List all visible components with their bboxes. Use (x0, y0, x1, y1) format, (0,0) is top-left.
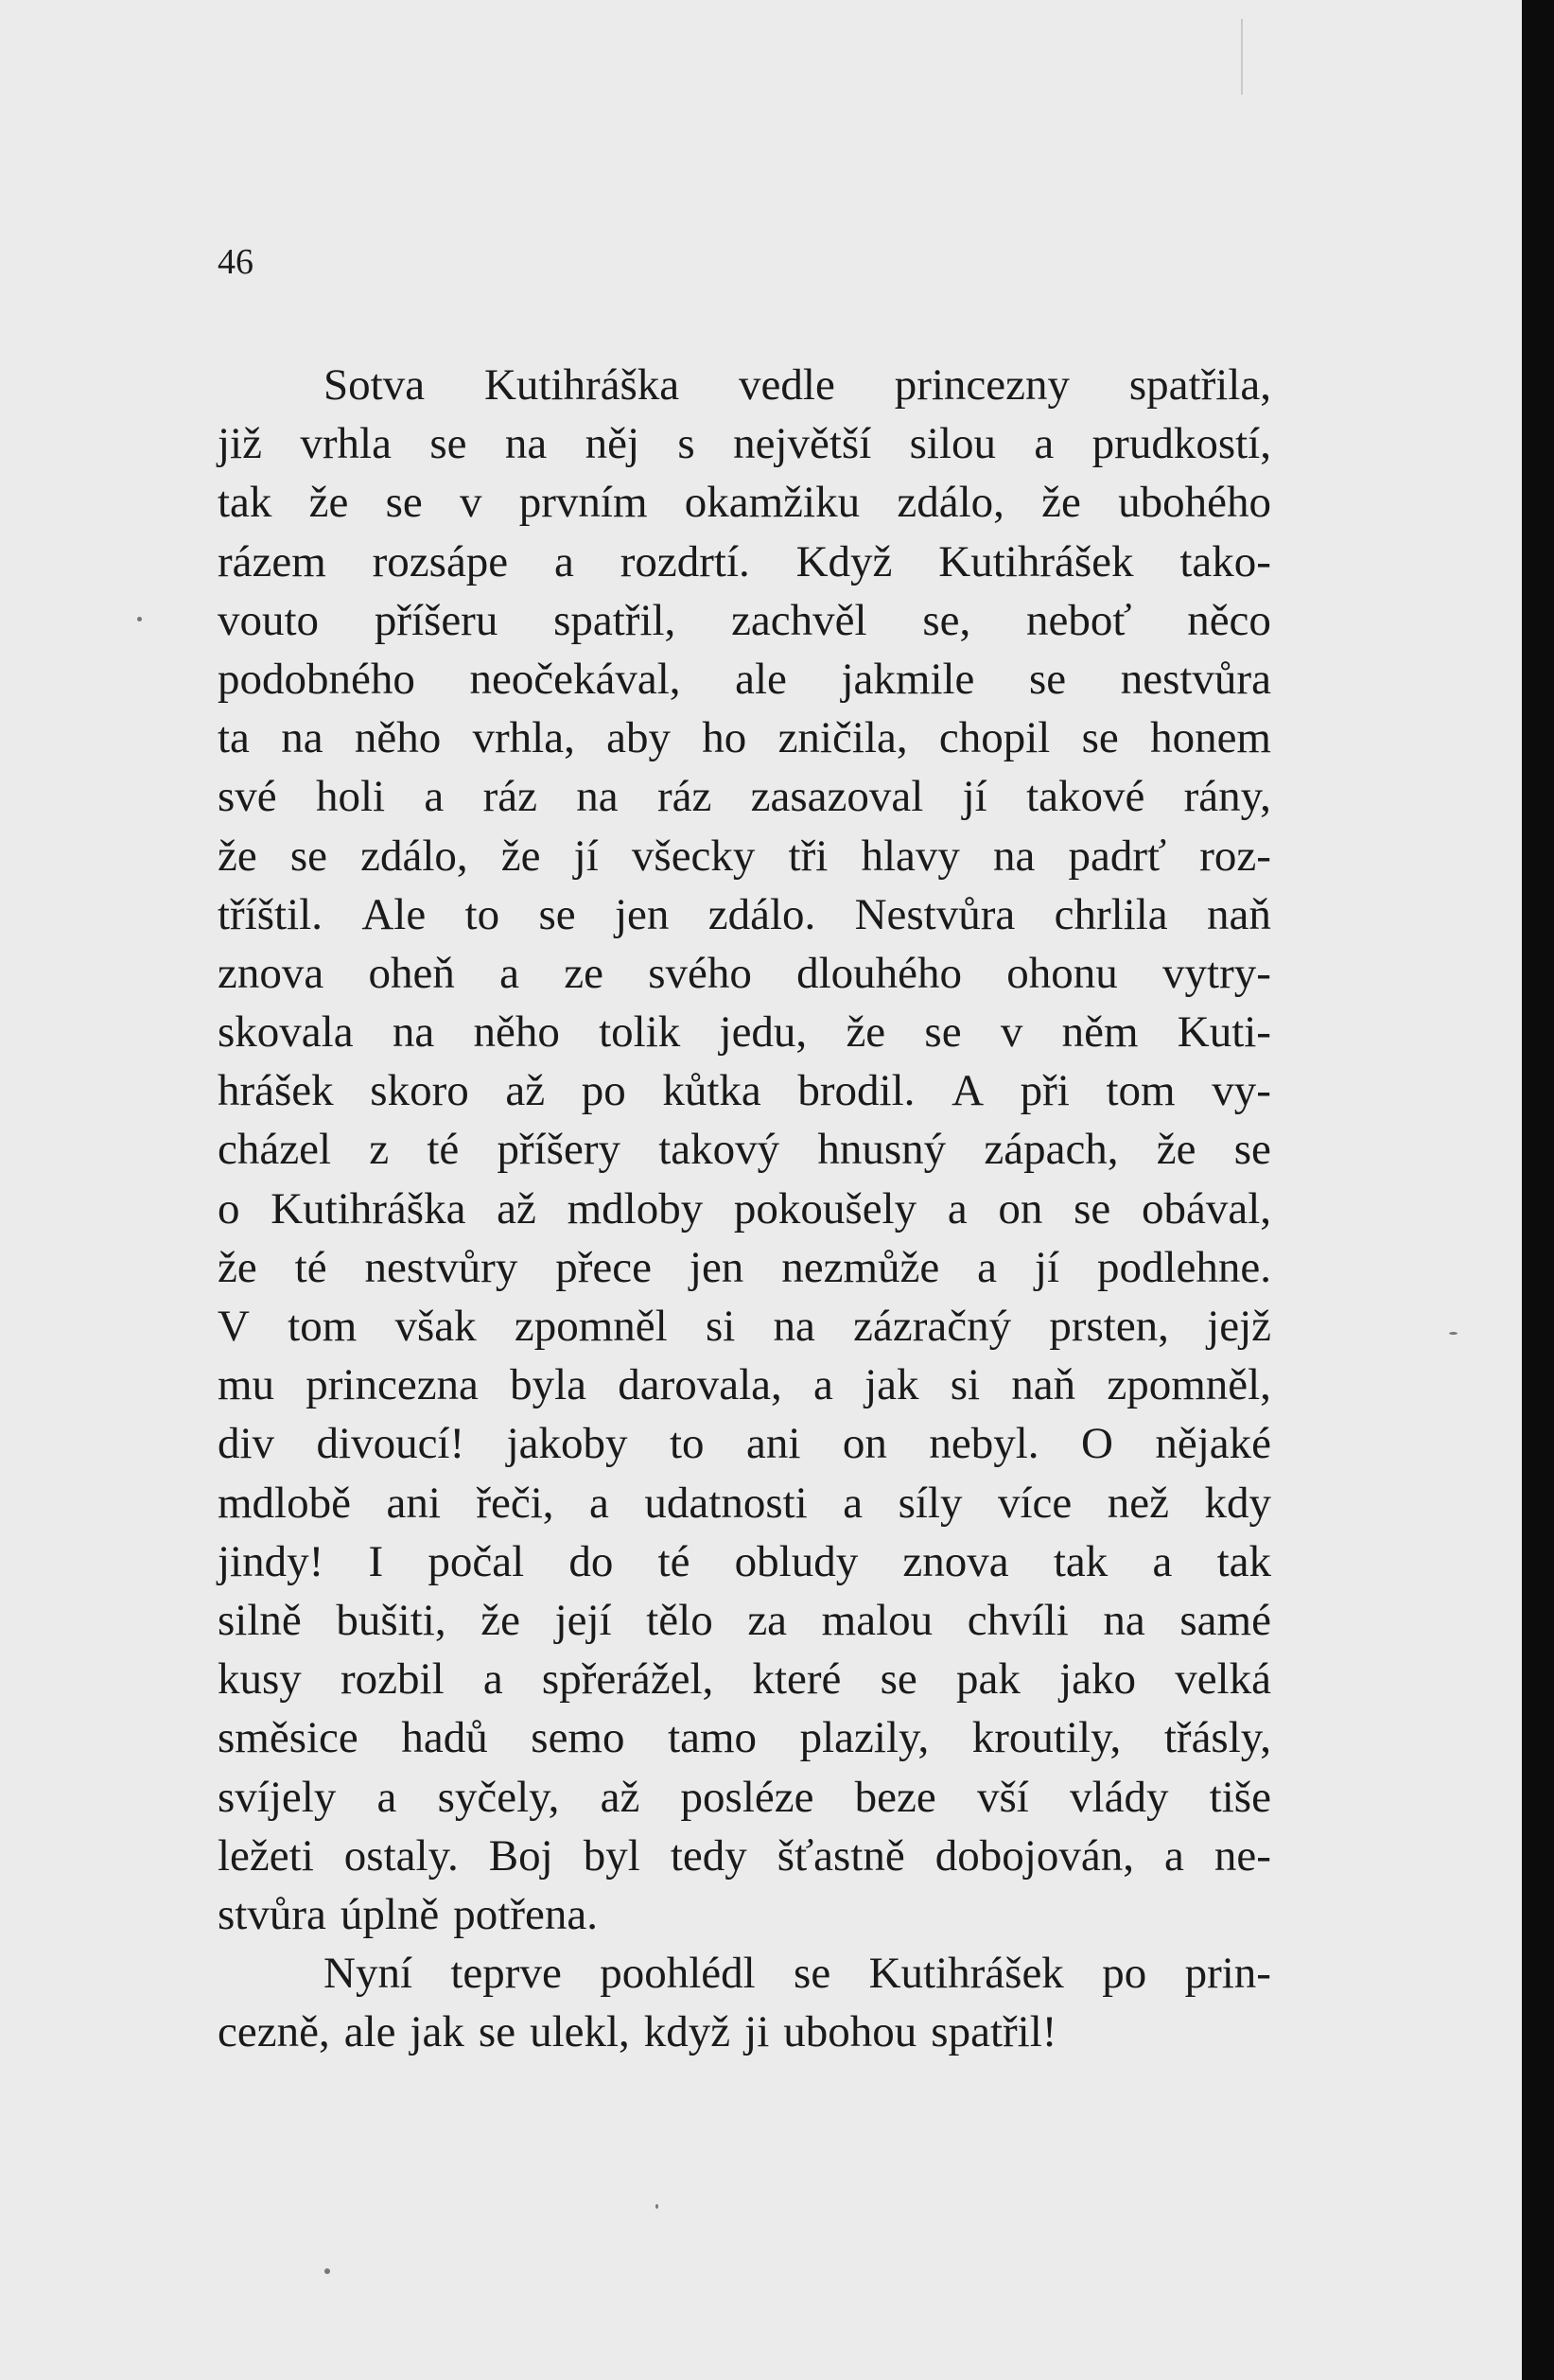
word: teprve (450, 1949, 562, 1999)
word: ráz (656, 772, 712, 822)
word: udatnosti (644, 1478, 808, 1528)
word: Kutihrášek (938, 536, 1134, 586)
word: příšeru (374, 595, 498, 645)
word: syčely, (437, 1772, 560, 1822)
word: ulekl, (530, 2007, 630, 2057)
word: jak (410, 2007, 464, 2057)
word: příšery (497, 1125, 620, 1175)
word: se (880, 1654, 917, 1705)
word: na (773, 1302, 815, 1351)
word: v (1000, 1007, 1023, 1058)
word: zdálo, (897, 478, 1004, 528)
word: na (576, 772, 619, 822)
word: skoro (370, 1066, 469, 1116)
text-line (218, 1768, 1271, 1827)
word: nebyl. (929, 1419, 1039, 1469)
word: si (950, 1360, 981, 1410)
word: brodil. (797, 1066, 916, 1116)
text-line (218, 1885, 1271, 1944)
word: hnusný (817, 1125, 947, 1175)
word: něj (585, 419, 640, 469)
word: posléze (680, 1772, 814, 1822)
word: se (538, 889, 576, 939)
word: po (1102, 1949, 1147, 1999)
word: své (218, 772, 277, 822)
word: honem (1150, 713, 1271, 763)
word: až (497, 1183, 536, 1234)
word: Kutihráška (271, 1183, 466, 1234)
text-line (218, 1591, 1271, 1650)
word: vouto (218, 595, 320, 645)
word: že (1041, 478, 1081, 528)
word: hadů (401, 1713, 488, 1763)
word: tolik (599, 1007, 681, 1058)
text-line (218, 1414, 1271, 1473)
word: prin- (1184, 1949, 1271, 1999)
page-number: 46 (218, 242, 253, 282)
word: holi (315, 772, 386, 822)
word: beze (854, 1772, 936, 1822)
word: ne- (1214, 1830, 1271, 1881)
word: tako- (1179, 536, 1271, 586)
word: tříštil. (218, 889, 323, 939)
word: zdálo, (360, 831, 468, 881)
ink-speck (1449, 1332, 1458, 1335)
word: se (289, 831, 328, 881)
word: zpomněl, (1107, 1360, 1271, 1410)
word: do (568, 1536, 614, 1586)
word: hlavy (861, 831, 960, 881)
word: Když (795, 536, 893, 586)
word: tělo (646, 1595, 713, 1645)
word: že (480, 1595, 520, 1645)
word: rázem (218, 536, 326, 586)
word: V (218, 1302, 250, 1351)
word: nezmůže (781, 1242, 940, 1292)
word: a (1152, 1536, 1173, 1586)
text-line (218, 591, 1271, 650)
word: kůtka (662, 1066, 761, 1116)
word: vší (976, 1772, 1029, 1822)
text-line (218, 1827, 1271, 1885)
ink-speck (324, 2268, 330, 2274)
word: neboť (1025, 595, 1132, 645)
word: takový (658, 1125, 780, 1175)
word: dobojován, (934, 1830, 1134, 1881)
word: tedy (670, 1830, 747, 1881)
word: spřerážel, (541, 1654, 714, 1705)
word: na (1103, 1595, 1145, 1645)
word: vy- (1212, 1066, 1271, 1116)
word: nestvůry (364, 1242, 518, 1292)
word: tamo (668, 1713, 758, 1763)
word: počal (428, 1536, 525, 1586)
word: ale (343, 2007, 396, 2057)
word: po (581, 1066, 626, 1116)
word: že (308, 478, 349, 528)
text-line (218, 944, 1271, 1003)
word: to (464, 889, 500, 939)
word: velká (1175, 1654, 1271, 1705)
word: všecky (631, 831, 756, 881)
word: se (924, 1007, 962, 1058)
ink-speck (137, 617, 142, 621)
word: znova (218, 948, 324, 998)
word: jako (1059, 1654, 1136, 1705)
text-line (218, 1650, 1271, 1708)
word: skovala (218, 1007, 354, 1058)
word: za (747, 1595, 788, 1645)
word: se (385, 478, 423, 528)
word: až (505, 1066, 546, 1116)
word: a (424, 772, 445, 822)
word: jí (962, 772, 987, 822)
word: cezně, (218, 2007, 330, 2057)
text-line (218, 1532, 1271, 1591)
word: byla (510, 1360, 587, 1410)
word: tak (218, 478, 272, 528)
word: oheň (368, 948, 455, 998)
word: ale (735, 654, 787, 704)
word: semo (531, 1713, 625, 1763)
word: divoucí! (316, 1419, 465, 1469)
word: znova (902, 1536, 1009, 1586)
word: pokoušely (733, 1183, 917, 1234)
word: nějaké (1155, 1419, 1271, 1469)
word: O (1080, 1419, 1113, 1469)
text-line (218, 414, 1271, 473)
word: jindy! (218, 1536, 324, 1586)
word: té (427, 1125, 460, 1175)
word: se (794, 1949, 831, 1999)
word: mdloby (567, 1183, 704, 1234)
word: darovala, (618, 1360, 782, 1410)
word: již (218, 419, 262, 469)
word: jí (573, 831, 599, 881)
word: šťastně (777, 1830, 905, 1881)
word: že (846, 1007, 886, 1058)
word: vlády (1070, 1772, 1169, 1822)
word: ji (744, 2007, 770, 2057)
word: a (482, 1654, 503, 1705)
word: se (1074, 1183, 1111, 1234)
word: princezny (894, 360, 1070, 410)
word: Ale (361, 889, 427, 939)
text-line (218, 1120, 1271, 1179)
word: zápach, (984, 1125, 1119, 1175)
word: na (504, 419, 548, 469)
word: vedle (739, 360, 835, 410)
text-line (218, 1180, 1271, 1238)
word: když (643, 2007, 731, 2057)
word: jen (614, 889, 670, 939)
word: při (1020, 1066, 1070, 1116)
word: ta (218, 713, 250, 763)
text-line (218, 473, 1271, 532)
word: té (294, 1242, 327, 1292)
word: rozbil (340, 1654, 445, 1705)
word: dlouhého (796, 948, 963, 998)
word: v (460, 478, 482, 528)
text-line (218, 827, 1271, 885)
word: hrášek (218, 1066, 334, 1116)
word: mu (218, 1360, 275, 1410)
word: obludy (734, 1536, 859, 1586)
word: řeči, (476, 1478, 554, 1528)
word: jakmile (841, 654, 975, 704)
word: a (589, 1478, 609, 1528)
word: zdálo. (707, 889, 816, 939)
word: stvůra (218, 1889, 326, 1939)
word: ležeti (218, 1830, 314, 1881)
word: a (977, 1242, 998, 1292)
word: z (369, 1125, 390, 1175)
word: kusy (218, 1654, 302, 1705)
word: Sotva (323, 360, 426, 410)
word: princezna (306, 1360, 479, 1410)
word: jen (689, 1242, 744, 1292)
text-line (218, 1238, 1271, 1297)
word: a (1034, 419, 1055, 469)
word: silou (909, 419, 997, 469)
word: se (1233, 1125, 1271, 1175)
word: tak (1053, 1536, 1109, 1586)
word: chopil (938, 713, 1051, 763)
word: podobného (218, 654, 415, 704)
text-line (218, 1474, 1271, 1532)
word: vytry- (1162, 948, 1271, 998)
word: svého (648, 948, 752, 998)
word: s (677, 419, 695, 469)
word: než (1107, 1478, 1169, 1528)
word: zpomněl (514, 1302, 668, 1351)
word: prvním (518, 478, 648, 528)
word: on (842, 1419, 887, 1469)
text-line (218, 767, 1271, 826)
word: rozsápe (372, 536, 509, 586)
word: více (997, 1478, 1073, 1528)
word: byl (583, 1830, 640, 1881)
word: podlehne. (1096, 1242, 1271, 1292)
text-line (218, 709, 1271, 767)
word: se, (922, 595, 971, 645)
word: na (281, 713, 323, 763)
word: které (752, 1654, 842, 1705)
word: samé (1179, 1595, 1271, 1645)
word: její (554, 1595, 612, 1645)
word: jak (864, 1360, 919, 1410)
word: nestvůra (1120, 654, 1271, 704)
word: že (500, 831, 541, 881)
word: obával, (1141, 1183, 1271, 1234)
word: úplně (340, 1889, 440, 1939)
word: směsice (218, 1713, 358, 1763)
word: cházel (218, 1125, 332, 1175)
word: Kutihrášek (868, 1949, 1064, 1999)
word: na (392, 1007, 435, 1058)
text-line (218, 533, 1271, 591)
word: vrhla, (472, 713, 575, 763)
text-line (218, 356, 1271, 414)
word: Nestvůra (854, 889, 1016, 939)
word: neočekával, (469, 654, 681, 704)
word: tak (1216, 1536, 1271, 1586)
word: tom (288, 1302, 358, 1351)
body-text (218, 356, 1271, 2061)
word: kdy (1204, 1478, 1271, 1528)
word: tři (788, 831, 829, 881)
word: padrť (1068, 831, 1167, 881)
ink-speck (655, 2204, 658, 2209)
word: tiše (1209, 1772, 1271, 1822)
word: div (218, 1419, 275, 1469)
word: malou (821, 1595, 934, 1645)
word: ostaly. (343, 1830, 459, 1881)
word: Kutihráška (483, 360, 680, 410)
word: roz- (1199, 831, 1271, 881)
page-crease-mark (1241, 19, 1243, 95)
word: naň (1207, 889, 1271, 939)
word: se (478, 2007, 516, 2057)
word: a (376, 1772, 397, 1822)
word: vrhla (300, 419, 392, 469)
word: prsten, (1049, 1302, 1169, 1351)
word: pak (955, 1654, 1021, 1705)
word: Kuti- (1177, 1007, 1271, 1058)
text-line (218, 1708, 1271, 1767)
word: třásly, (1163, 1713, 1271, 1763)
word: něm (1061, 1007, 1139, 1058)
text-line (218, 1356, 1271, 1414)
word: ho (702, 713, 747, 763)
word: největší (733, 419, 872, 469)
word: on (998, 1183, 1043, 1234)
word: zničila, (777, 713, 908, 763)
text-line (218, 1061, 1271, 1120)
word: ohonu (1006, 948, 1118, 998)
word: silně (218, 1595, 302, 1645)
word: jejž (1207, 1302, 1271, 1351)
word: spatřila, (1128, 360, 1271, 410)
word: a (1163, 1830, 1184, 1881)
word: okamžiku (684, 478, 861, 528)
word: ani (746, 1419, 801, 1469)
word: že (1156, 1125, 1196, 1175)
word: jí (1034, 1242, 1060, 1292)
word: chrlila (1054, 889, 1168, 939)
word: ubohou (783, 2007, 917, 2057)
word: naň (1011, 1360, 1076, 1410)
word: přece (555, 1242, 652, 1292)
word: a (813, 1360, 833, 1410)
word: rozdrtí. (620, 536, 750, 586)
word: tom (1106, 1066, 1176, 1116)
word: kroutily, (971, 1713, 1122, 1763)
word: Boj (488, 1830, 553, 1881)
text-line (218, 1297, 1271, 1356)
word: zasazoval (750, 772, 924, 822)
word: ze (564, 948, 603, 998)
word: něho (354, 713, 442, 763)
word: na (993, 831, 1036, 881)
text-line (218, 885, 1271, 944)
word: něco (1187, 595, 1271, 645)
scan-border (1522, 0, 1554, 2380)
word: se (1029, 654, 1067, 704)
word: plazily, (799, 1713, 930, 1763)
word: a (843, 1478, 864, 1528)
word: poohlédl (600, 1949, 756, 1999)
word: spatřil! (931, 2007, 1057, 2057)
text-line (218, 650, 1271, 709)
word: svíjely (218, 1772, 337, 1822)
word: jakoby (506, 1419, 628, 1469)
word: A (952, 1066, 985, 1116)
word: a (554, 536, 574, 586)
word: o (218, 1183, 240, 1234)
word: a (499, 948, 519, 998)
word: ráz (482, 772, 537, 822)
word: že (218, 1242, 257, 1292)
word: až (600, 1772, 640, 1822)
word: takové (1026, 772, 1145, 822)
text-line (218, 1944, 1271, 2003)
word: chvíli (967, 1595, 1069, 1645)
word: to (669, 1419, 705, 1469)
word: bušiti, (336, 1595, 446, 1645)
word: potřena. (453, 1889, 598, 1939)
word: a (947, 1183, 968, 1234)
text-line (218, 2003, 1271, 2061)
word: aby (606, 713, 671, 763)
word: rány, (1183, 772, 1271, 822)
word: zázračný (853, 1302, 1012, 1351)
word: si (705, 1302, 736, 1351)
word: ubohého (1118, 478, 1271, 528)
word: že (218, 831, 257, 881)
word: ani (386, 1478, 441, 1528)
word: jedu, (719, 1007, 808, 1058)
word: zachvěl (731, 595, 867, 645)
text-line (218, 1003, 1271, 1061)
word: něho (473, 1007, 560, 1058)
word: mdlobě (218, 1478, 351, 1528)
word: té (657, 1536, 690, 1586)
word: se (429, 419, 467, 469)
word: však (394, 1302, 477, 1351)
word: I (368, 1536, 384, 1586)
word: spatřil, (553, 595, 676, 645)
word: prudkostí, (1091, 419, 1271, 469)
word: Nyní (323, 1949, 412, 1999)
word: se (1081, 713, 1119, 763)
word: síly (898, 1478, 963, 1528)
